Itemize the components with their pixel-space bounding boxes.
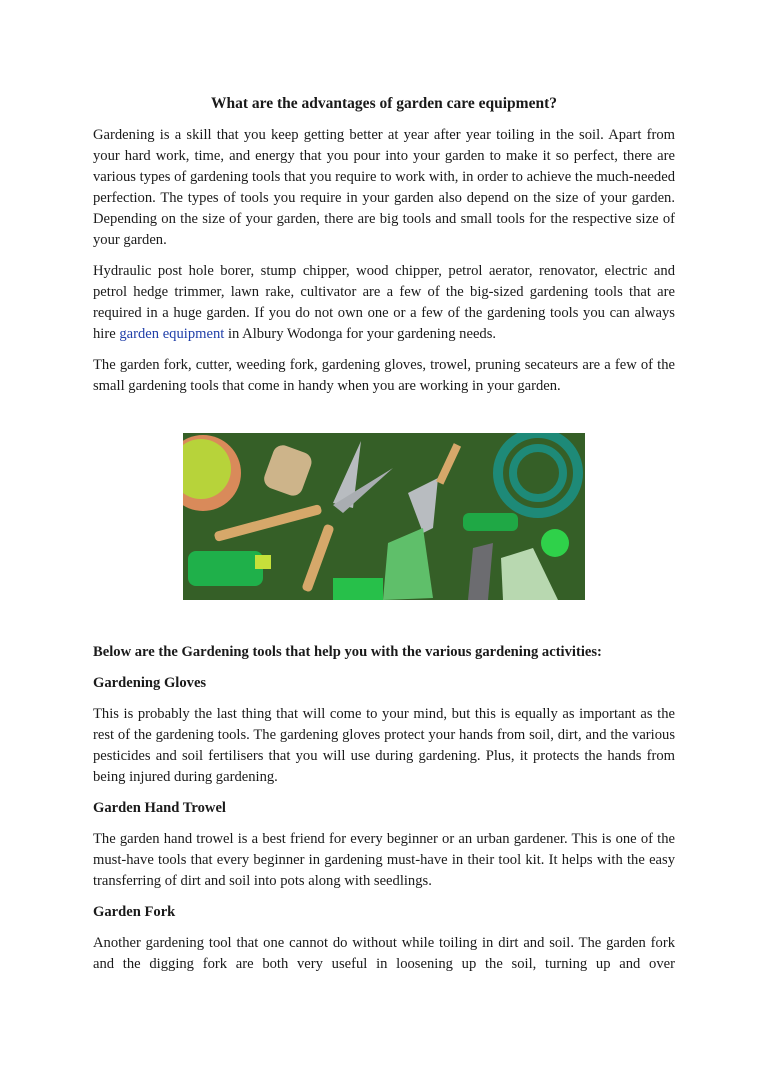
small-tools-paragraph: The garden fork, cutter, weeding fork, gardening gloves, trowel, pruning secateurs are a few of the small gardening tools that come in handy when you are working in your garden. [93,357,675,394]
big-tools-paragraph [93,261,675,345]
garden-tools-illustration [183,433,585,600]
section-text-gardening-gloves: This is probably the last thing that will come to your mind, but this is equally as important as the rest of the gardening tools. The gardening gloves protect your hands from soil, dirt, and the various pesticides and soil fertilisers that you will use during gardening. Plus, it protects the hands from being injured during gardening. [93,706,675,785]
section-heading-garden-hand-trowel: Garden Hand Trowel [93,800,226,816]
garden-equipment-link[interactable]: garden equipment [119,326,225,342]
section-heading-garden-fork: Garden Fork [93,904,176,920]
garden-tools-image [183,433,585,600]
section-text-garden-fork: Another gardening tool that one cannot do without while toiling in dirt and soil. The garden fork and the digging fork are both very useful in loosening up the soil, turning up and over [93,935,675,972]
section-heading-gardening-gloves: Gardening Gloves [93,675,207,691]
text: in Albury Wodonga for your gardening needs. [224,326,497,342]
document-page [93,93,675,985]
section-text-garden-hand-trowel: The garden hand trowel is a best friend for every beginner or an urban gardener. This is one of the must-have tools that every beginner in gardening must-have in their tool kit. It helps with the easy transferring of dirt and soil into pots along with seedlings. [93,831,675,889]
tools-intro-heading: Below are the Gardening tools that help you with the various gardening activities: [93,644,602,660]
intro-paragraph: Gardening is a skill that you keep getting better at year after year toiling in the soil. Apart from your hard work, time, and energy that you pour into your garden to make it so perfect, there are various types of gardening tools that you require to work with, in order to achieve the much-needed perfection. The types of tools you require in your garden also depend on the size of your garden. Depending on the size of your garden, there are big tools and small tools for the respective size of your garden. [93,127,675,248]
text: Hydraulic post hole borer, stump chipper, wood chipper, petrol aerator, renovator, electric and petrol hedge trimmer, lawn rake, cultivator are a few of the big-sized gardening tools that are required in a huge garden. If you do not own one or a few of the gardening tools you can always hire [93,263,675,342]
page-title: What are the advantages of garden care equipment? [210,95,557,112]
